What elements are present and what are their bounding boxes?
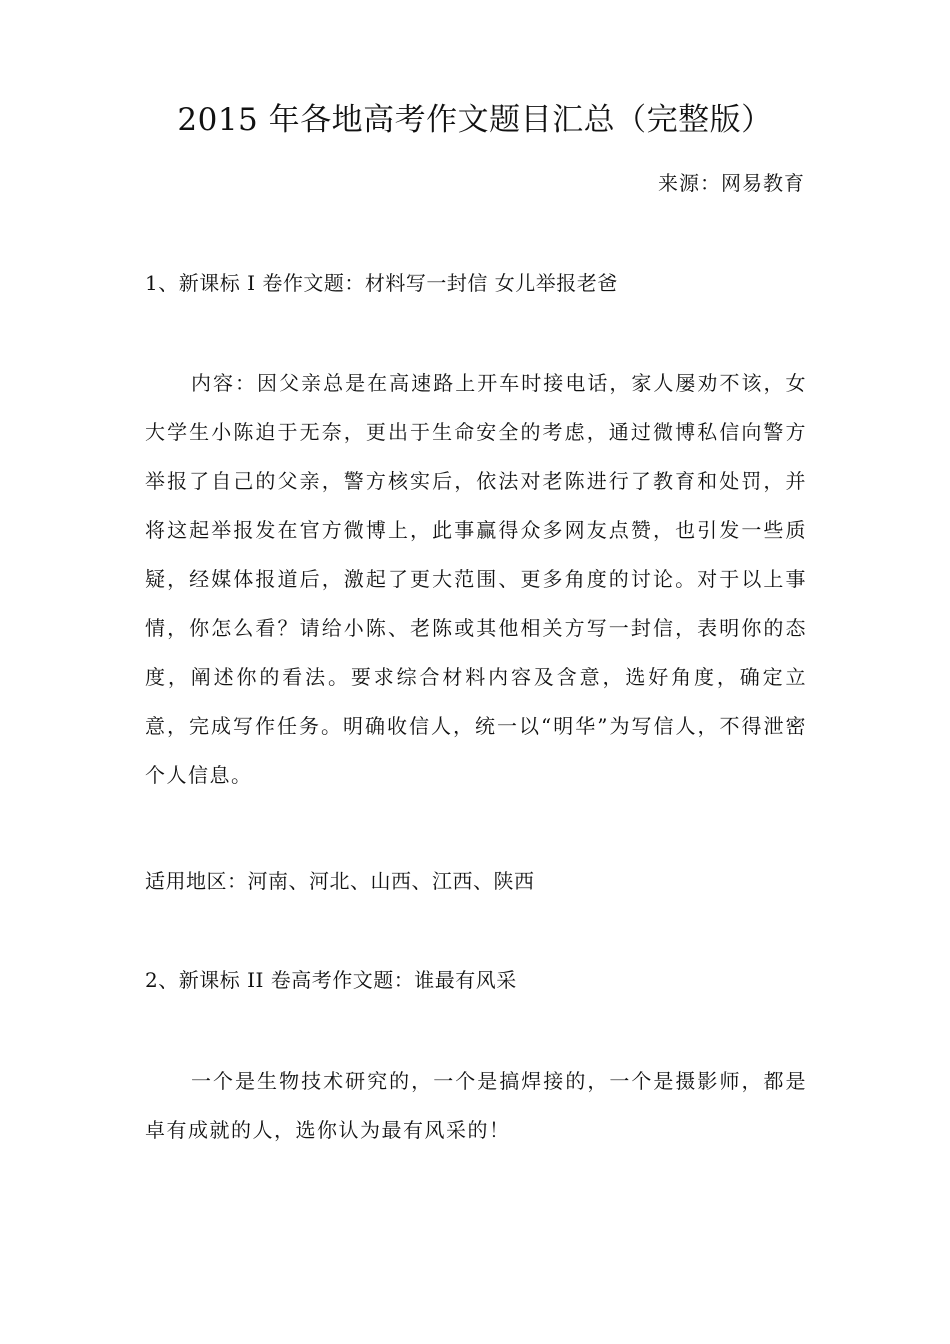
section-1-content: 内容：因父亲总是在高速路上开车时接电话，家人屡劝不该，女大学生小陈迫于无奈，更出于生命安全的考虑，通过微博私信向警方举报了自己的父亲，警方核实后，依法对老陈进行了教育和处罚，并将这起举报发在官方微博上，此事赢得众多网友点赞，也引发一些质疑，经媒体报道后，激起了更大范围、更多角度的讨论。对于以上事情，你怎么看？请给小陈、老陈或其他相关方写一封信，表明你的态度，阐述你的看法。要求综合材料内容及含意，选好角度，确定立意，完成写作任务。明确收信人，统一以“明华”为写信人，不得泄密个人信息。 <box>145 371 807 787</box>
section-2-heading: 2、新课标 II 卷高考作文题：谁最有风采 <box>145 968 517 992</box>
document-source: 来源：网易教育 <box>658 171 805 195</box>
section-2-content: 一个是生物技术研究的，一个是搞焊接的，一个是摄影师，都是卓有成就的人，选你认为最有风采的！ <box>145 1069 807 1142</box>
document-title: 2015 年各地高考作文题目汇总（完整版） <box>177 102 773 138</box>
section-1-heading: 1、新课标 I 卷作文题：材料写一封信 女儿举报老爸 <box>145 271 618 295</box>
section-1-region: 适用地区：河南、河北、山西、江西、陕西 <box>145 869 535 893</box>
